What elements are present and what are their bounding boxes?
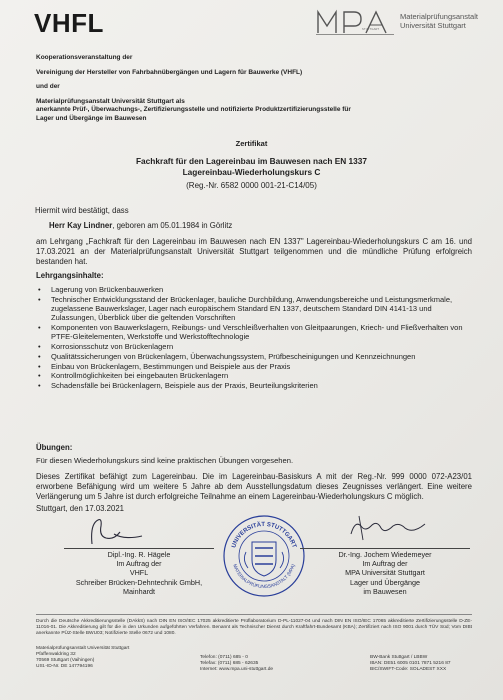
mpa-letters-logo [316,9,394,35]
list-item: • Lagerung von Brückenbauwerken [38,285,164,294]
contents-title: Lehrgangsinhalte: [36,271,104,280]
bullet-icon: • [38,323,41,332]
confirmation-text: Hiermit wird bestätigt, dass [35,206,129,215]
mpa-name-line2: Universität Stuttgart [400,21,466,30]
bic-text: BIC/SWIFT-Code: SOLADEST XXX [370,667,447,672]
exercises-text: Für diesen Wiederholungskurs sind keine praktischen Übungen vorgesehen. [36,456,294,465]
signature-right-icon [345,512,435,546]
footer-address [36,646,129,670]
bullet-icon: • [38,361,41,371]
bullet-icon: • [38,342,41,351]
validity-paragraph: Dieses Zertifikat befähigt zum Lagereinbau. Die im Lagereinbau-Basiskurs A mit der Reg.-Nr. 999 0000 072-A23/01 erworbene Befähigung wird um weitere 5 Jahre ab dem Ausstellungsdatum dieses Zeugnisses verlängert. Eine weitere Verlängerung um 5 Jahre ist durch erfolgreiche Teilnahme an einem Lagereinbau-Wiederholungskurs C möglich. [36,472,472,502]
svg-text:UNIVERSITÄT STUTTGART: UNIVERSITÄT STUTTGART [231,521,297,549]
header-line6: Lager und Übergänge im Bauwesen [36,114,147,122]
course-paragraph: am Lehrgang „Fachkraft für den Lagereinbau im Bauwesen nach EN 1337" Lagereinbau-Wiederholungskurs C am 16. und 17.03.2021 an der Materialprüfungsanstalt Universität Stuttgart teilgenommen und die mündliche Prüfung erfolgreich bestanden hat. [36,237,472,267]
address-line: Pfaffenwaldring 32 [36,652,76,657]
course-title-line1: Fachkraft für den Lagereinbau im Bauwesen nach EN 1337 [135,156,367,166]
header-block [36,54,481,124]
university-seal-icon [222,514,306,598]
bullet-icon: • [38,294,41,304]
accreditation-text: Durch die Deutsche Akkreditierungsstelle (DAkkS) nach DIN EN ISO/IEC 17025 akkreditierte Prüflaboratorium D-PL-11027-04 und nach DIN EN ISO/IEC 17065 akkreditierte Zertifizierungsstelle D-ZE-11016-01. Die Akkreditierung gilt für die in den Urkunden aufgeführten Verfahren. Benannt als Technischer Dienst durch Kraftfahrt-Bundesamt (KBA); Zertifiziert nach ISO 9001 durch TÜV Süd; Vom DIBt anerkannte PÜZ-Stelle BWU03; Notifizierte Stelle 0672 und 1080. [36,619,472,636]
list-item: • Schadensfälle bei Brückenlagern, Beispiele aus der Praxis, Beurteilungskriterien [38,381,318,391]
bullet-icon: • [38,285,41,294]
signature-block-right [300,548,470,596]
signature-block-left [64,548,214,596]
svg-text:MATERIALPRÜFUNGSANSTALT (MPA): MATERIALPRÜFUNGSANSTALT (MPA) [232,563,296,590]
person-line [49,221,232,230]
list-item: • Qualitätssicherungen von Brückenlagern, Überwachungssystem, Prüfbescheinigungen und Kennzeichnungen [38,351,416,361]
address-line: USt.-ID-Nr. DE 147794196 [36,664,93,669]
signer-left-line3: VHFL [129,568,149,578]
list-item: • Technischer Entwicklungsstand der Brückenlager, bauliche Durchbildung, Anwendungsbereiche und Leistungsmerkmale, zugelassene Bauwerkslager, Lager nach europäischem Standard EN 1337, deutschem Standard DIN 4141-13 und Zulassungen, Überblick über die geltenden Vorschriften [38,294,453,323]
list-item: • Komponenten von Bauwerkslagern, Reibungs- und Verschleißverhalten von Gleitpaarungen, Kriech- und Fließverhalten von PTFE-Gleitelementen, Werkstoffe und Werkstofftechnologie [38,323,463,342]
fax-text: Telefax: (0711) 685 - 62635 [200,661,259,666]
signature-left-icon [84,514,154,548]
header-line4: Materialprüfungsanstalt Universität Stuttgart als [36,97,185,105]
exercises-title: Übungen: [36,443,73,452]
list-item: • Kontrollmöglichkeiten bei eingebauten Brückenlagern [38,371,229,381]
bullet-icon: • [38,351,41,361]
registration-number: (Reg.-Nr. 6582 0000 001-21-C14/05) [186,181,317,190]
footer-divider [36,614,472,615]
vhfl-logo: VHFL [34,8,104,38]
header-line3: und der [36,83,60,91]
signer-right-line5: im Bauwesen [363,586,407,596]
mpa-logo [316,9,486,35]
signer-right-name: Dr.-Ing. Jochem Wiedemeyer [338,550,432,559]
signer-left-line2: Im Auftrag der [116,559,162,569]
address-line: 70569 Stuttgart (Vaihingen) [36,658,95,663]
internet-text: Internet: www.mpa.uni-stuttgart.de [200,667,274,672]
contents-list [36,285,472,391]
signature-line-right [300,548,470,549]
header-line1: Kooperationsveranstaltung der [36,54,133,61]
iban-text: IBAN: DE51 6005 0101 7871 5216 87 [370,661,451,666]
signer-right-line2: Im Auftrag der [362,559,408,569]
phone-text: Telefon: (0711) 685 - 0 [200,655,248,660]
mpa-name-line1: Materialprüfungsanstalt [400,12,478,21]
list-item: • Korrosionsschutz von Brückenlagern [38,342,174,351]
signer-left-line5: Mainhardt [123,586,155,596]
mpa-sub-text: STUTTGART [362,28,380,31]
signer-left-line4: Schreiber Brücken-Dehntechnik GmbH, [75,577,203,587]
certificate-title: Zertifikat [235,139,268,148]
bank-text: BW-Bank Stuttgart / LBBW [370,655,428,660]
person-birth: , geboren am 05.01.1984 in Görlitz [112,221,233,230]
footer-contact [200,655,273,673]
signer-right-line3: MPA Universität Stuttgart [345,568,425,578]
header-line5: anerkannte Prüf-, Überwachungs-, Zertifizierungsstelle und notifizierte Produktzertifizierungsstelle für [36,106,351,114]
person-name: Herr Kay Lindner [49,221,113,230]
footer-bank [370,655,451,673]
signer-right-line4: Lager und Übergänge [350,577,420,587]
mpa-name [400,12,478,30]
list-item: • Einbau von Brückenlagern, Bestimmungen und Beispiele aus der Praxis [38,361,291,371]
signature-line-left [64,548,214,549]
course-title-line2: Lagereinbau-Wiederholungskurs C [182,167,321,177]
bullet-icon: • [38,381,41,391]
issue-date: Stuttgart, den 17.03.2021 [36,504,125,513]
header-line2: Vereinigung der Hersteller von Fahrbahnübergängen und Lagern für Bauwerke (VHFL) [36,68,303,76]
bullet-icon: • [38,371,41,381]
signer-left-name: Dipl.-Ing. R. Hägele [107,550,171,559]
address-line: Materialprüfungsanstalt Universität Stuttgart [36,646,130,651]
